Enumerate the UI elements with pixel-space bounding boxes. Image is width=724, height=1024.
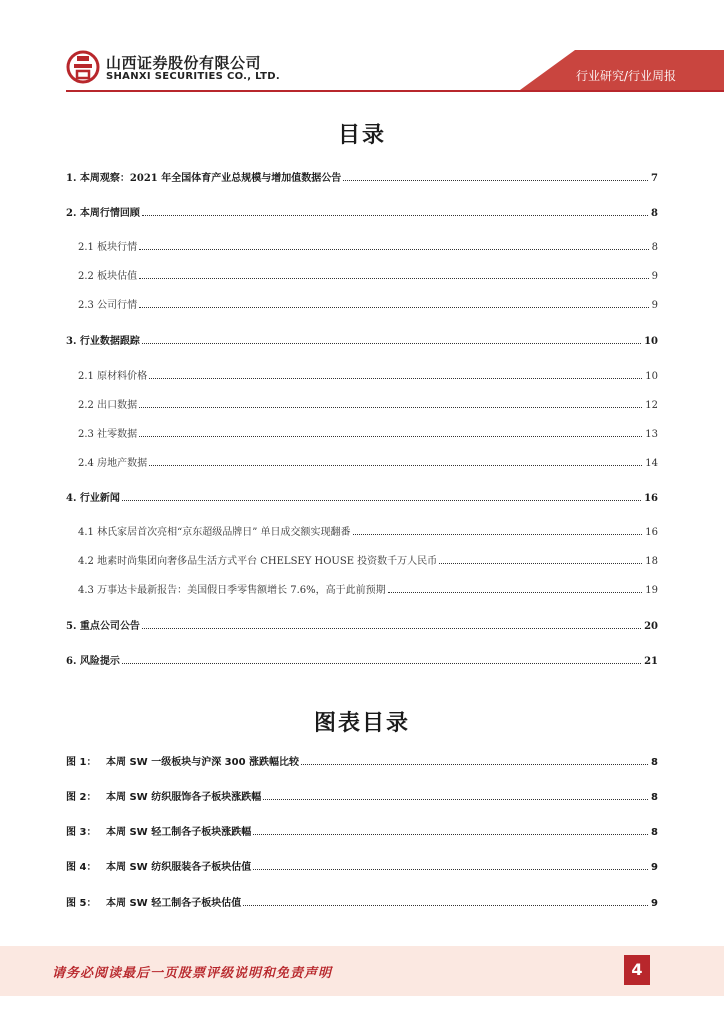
toc-leader-dots xyxy=(139,407,642,408)
toc-entry-page: 7 xyxy=(651,173,658,184)
figure-entry[interactable] xyxy=(66,857,658,873)
company-name-en: SHANXI SECURITIES CO., LTD. xyxy=(106,71,280,82)
page-number: 4 xyxy=(624,955,650,985)
figure-entry-label: 本周 SW 一级板块与沪深 300 涨跌幅比较 xyxy=(106,757,300,768)
figure-leader-dots xyxy=(301,764,648,765)
toc-entry-page: 10 xyxy=(644,336,658,347)
figure-number: 图 4： xyxy=(66,862,97,873)
toc-entry[interactable] xyxy=(66,203,658,219)
toc-leader-dots xyxy=(139,278,649,279)
toc-entry-label: 6. 风险提示 xyxy=(66,656,120,667)
toc-entry[interactable] xyxy=(66,651,658,667)
figure-number: 图 1： xyxy=(66,757,97,768)
report-category: 行业研究/行业周报 xyxy=(575,69,676,83)
page-header xyxy=(0,0,724,95)
figure-entry-label: 本周 SW 纺织服装各子板块估值 xyxy=(106,862,252,873)
toc-leader-dots xyxy=(149,378,642,379)
toc-entry-label: 2.1 原材料价格 xyxy=(78,371,148,382)
disclaimer-note: 请务必阅读最后一页股票评级说明和免责声明 xyxy=(52,966,333,981)
toc-entry[interactable] xyxy=(66,168,658,184)
toc-entry-page: 16 xyxy=(645,527,658,538)
toc-entry-page: 18 xyxy=(645,556,658,567)
figure-leader-dots xyxy=(253,869,648,870)
toc-leader-dots xyxy=(142,343,641,344)
toc-entry-page: 8 xyxy=(651,208,658,219)
toc-entry-label: 2. 本周行情回顾 xyxy=(66,208,140,219)
toc-entry-label: 4.3 万事达卡最新报告：美国假日季零售额增长 7.6%，高于此前预期 xyxy=(78,585,386,596)
toc-entry[interactable] xyxy=(78,522,658,538)
figure-leader-dots xyxy=(243,905,648,906)
figure-number: 图 3： xyxy=(66,827,97,838)
toc-entry-page: 12 xyxy=(645,400,658,411)
toc-entry-label: 4.2 地素时尚集团向奢侈品生活方式平台 CHELSEY HOUSE 投资数千万人民币 xyxy=(78,556,438,567)
figure-entry-label: 本周 SW 纺织服饰各子板块涨跌幅 xyxy=(106,792,262,803)
toc-entry[interactable] xyxy=(78,551,658,567)
toc-leader-dots xyxy=(142,628,641,629)
toc-leader-dots xyxy=(139,249,649,250)
figure-entry[interactable] xyxy=(66,893,658,909)
toc-entry-page: 10 xyxy=(645,371,658,382)
toc-leader-dots xyxy=(439,563,642,564)
toc-entry[interactable] xyxy=(78,453,658,469)
toc-entry-page: 14 xyxy=(645,458,658,469)
toc-leader-dots xyxy=(388,592,643,593)
figure-entry-page: 8 xyxy=(651,757,658,768)
toc-entry-page: 8 xyxy=(651,242,658,253)
figure-number: 图 5： xyxy=(66,898,97,909)
toc-entry-page: 9 xyxy=(651,300,658,311)
toc-entry-label: 2.2 出口数据 xyxy=(78,400,138,411)
toc-entry[interactable] xyxy=(78,424,658,440)
figure-entry[interactable] xyxy=(66,752,658,768)
toc-entry-label: 2.3 社零数据 xyxy=(78,429,138,440)
toc-entry-label: 2.4 房地产数据 xyxy=(78,458,148,469)
figure-entry[interactable] xyxy=(66,787,658,803)
toc-entry-page: 13 xyxy=(645,429,658,440)
company-name-cn: 山西证券股份有限公司 xyxy=(106,54,262,72)
figure-entry-page: 8 xyxy=(651,827,658,838)
toc-entry-label: 2.1 板块行情 xyxy=(78,242,138,253)
toc-entry-page: 9 xyxy=(651,271,658,282)
figure-leader-dots xyxy=(263,799,648,800)
figure-entry-page: 9 xyxy=(651,898,658,909)
toc-entry-label: 4.1 林氏家居首次亮相“京东超级品牌日” 单日成交额实现翻番 xyxy=(78,527,351,538)
toc-entry-page: 16 xyxy=(644,493,658,504)
toc-entry-label: 3. 行业数据跟踪 xyxy=(66,336,140,347)
toc-leader-dots xyxy=(139,436,642,437)
toc-entry[interactable] xyxy=(78,237,658,253)
toc-entry-page: 21 xyxy=(644,656,658,667)
toc-entry-page: 19 xyxy=(645,585,658,596)
toc-entry-label: 2.3 公司行情 xyxy=(78,300,138,311)
figures-toc-title: 图表目录 xyxy=(313,710,410,736)
toc-entry[interactable] xyxy=(78,295,658,311)
figure-entry-page: 9 xyxy=(651,862,658,873)
toc-leader-dots xyxy=(122,500,641,501)
toc-entry-label: 4. 行业新闻 xyxy=(66,493,120,504)
toc-entry-page: 20 xyxy=(644,621,658,632)
toc-entry-label: 2.2 板块估值 xyxy=(78,271,138,282)
toc-entry[interactable] xyxy=(78,266,658,282)
toc-entry-label: 5. 重点公司公告 xyxy=(66,621,140,632)
figure-leader-dots xyxy=(253,834,648,835)
toc-entry[interactable] xyxy=(66,616,658,632)
toc-leader-dots xyxy=(353,534,643,535)
toc-entry[interactable] xyxy=(66,488,658,504)
figure-number: 图 2： xyxy=(66,792,97,803)
toc-leader-dots xyxy=(343,180,648,181)
toc-leader-dots xyxy=(142,215,648,216)
toc-title: 目录 xyxy=(337,122,386,148)
toc-entry[interactable] xyxy=(78,395,658,411)
figure-entry-page: 8 xyxy=(651,792,658,803)
toc-leader-dots xyxy=(122,663,641,664)
company-logo-icon xyxy=(66,50,100,84)
toc-leader-dots xyxy=(139,307,649,308)
toc-entry-label: 1. 本周观察：2021 年全国体育产业总规模与增加值数据公告 xyxy=(66,173,342,184)
toc-entry[interactable] xyxy=(78,366,658,382)
toc-leader-dots xyxy=(149,465,642,466)
toc-entry[interactable] xyxy=(66,331,658,347)
figure-entry-label: 本周 SW 轻工制各子板块估值 xyxy=(106,898,242,909)
header-divider xyxy=(66,90,724,92)
toc-entry[interactable] xyxy=(78,580,658,596)
figure-entry-label: 本周 SW 轻工制各子板块涨跌幅 xyxy=(106,827,252,838)
figure-entry[interactable] xyxy=(66,822,658,838)
